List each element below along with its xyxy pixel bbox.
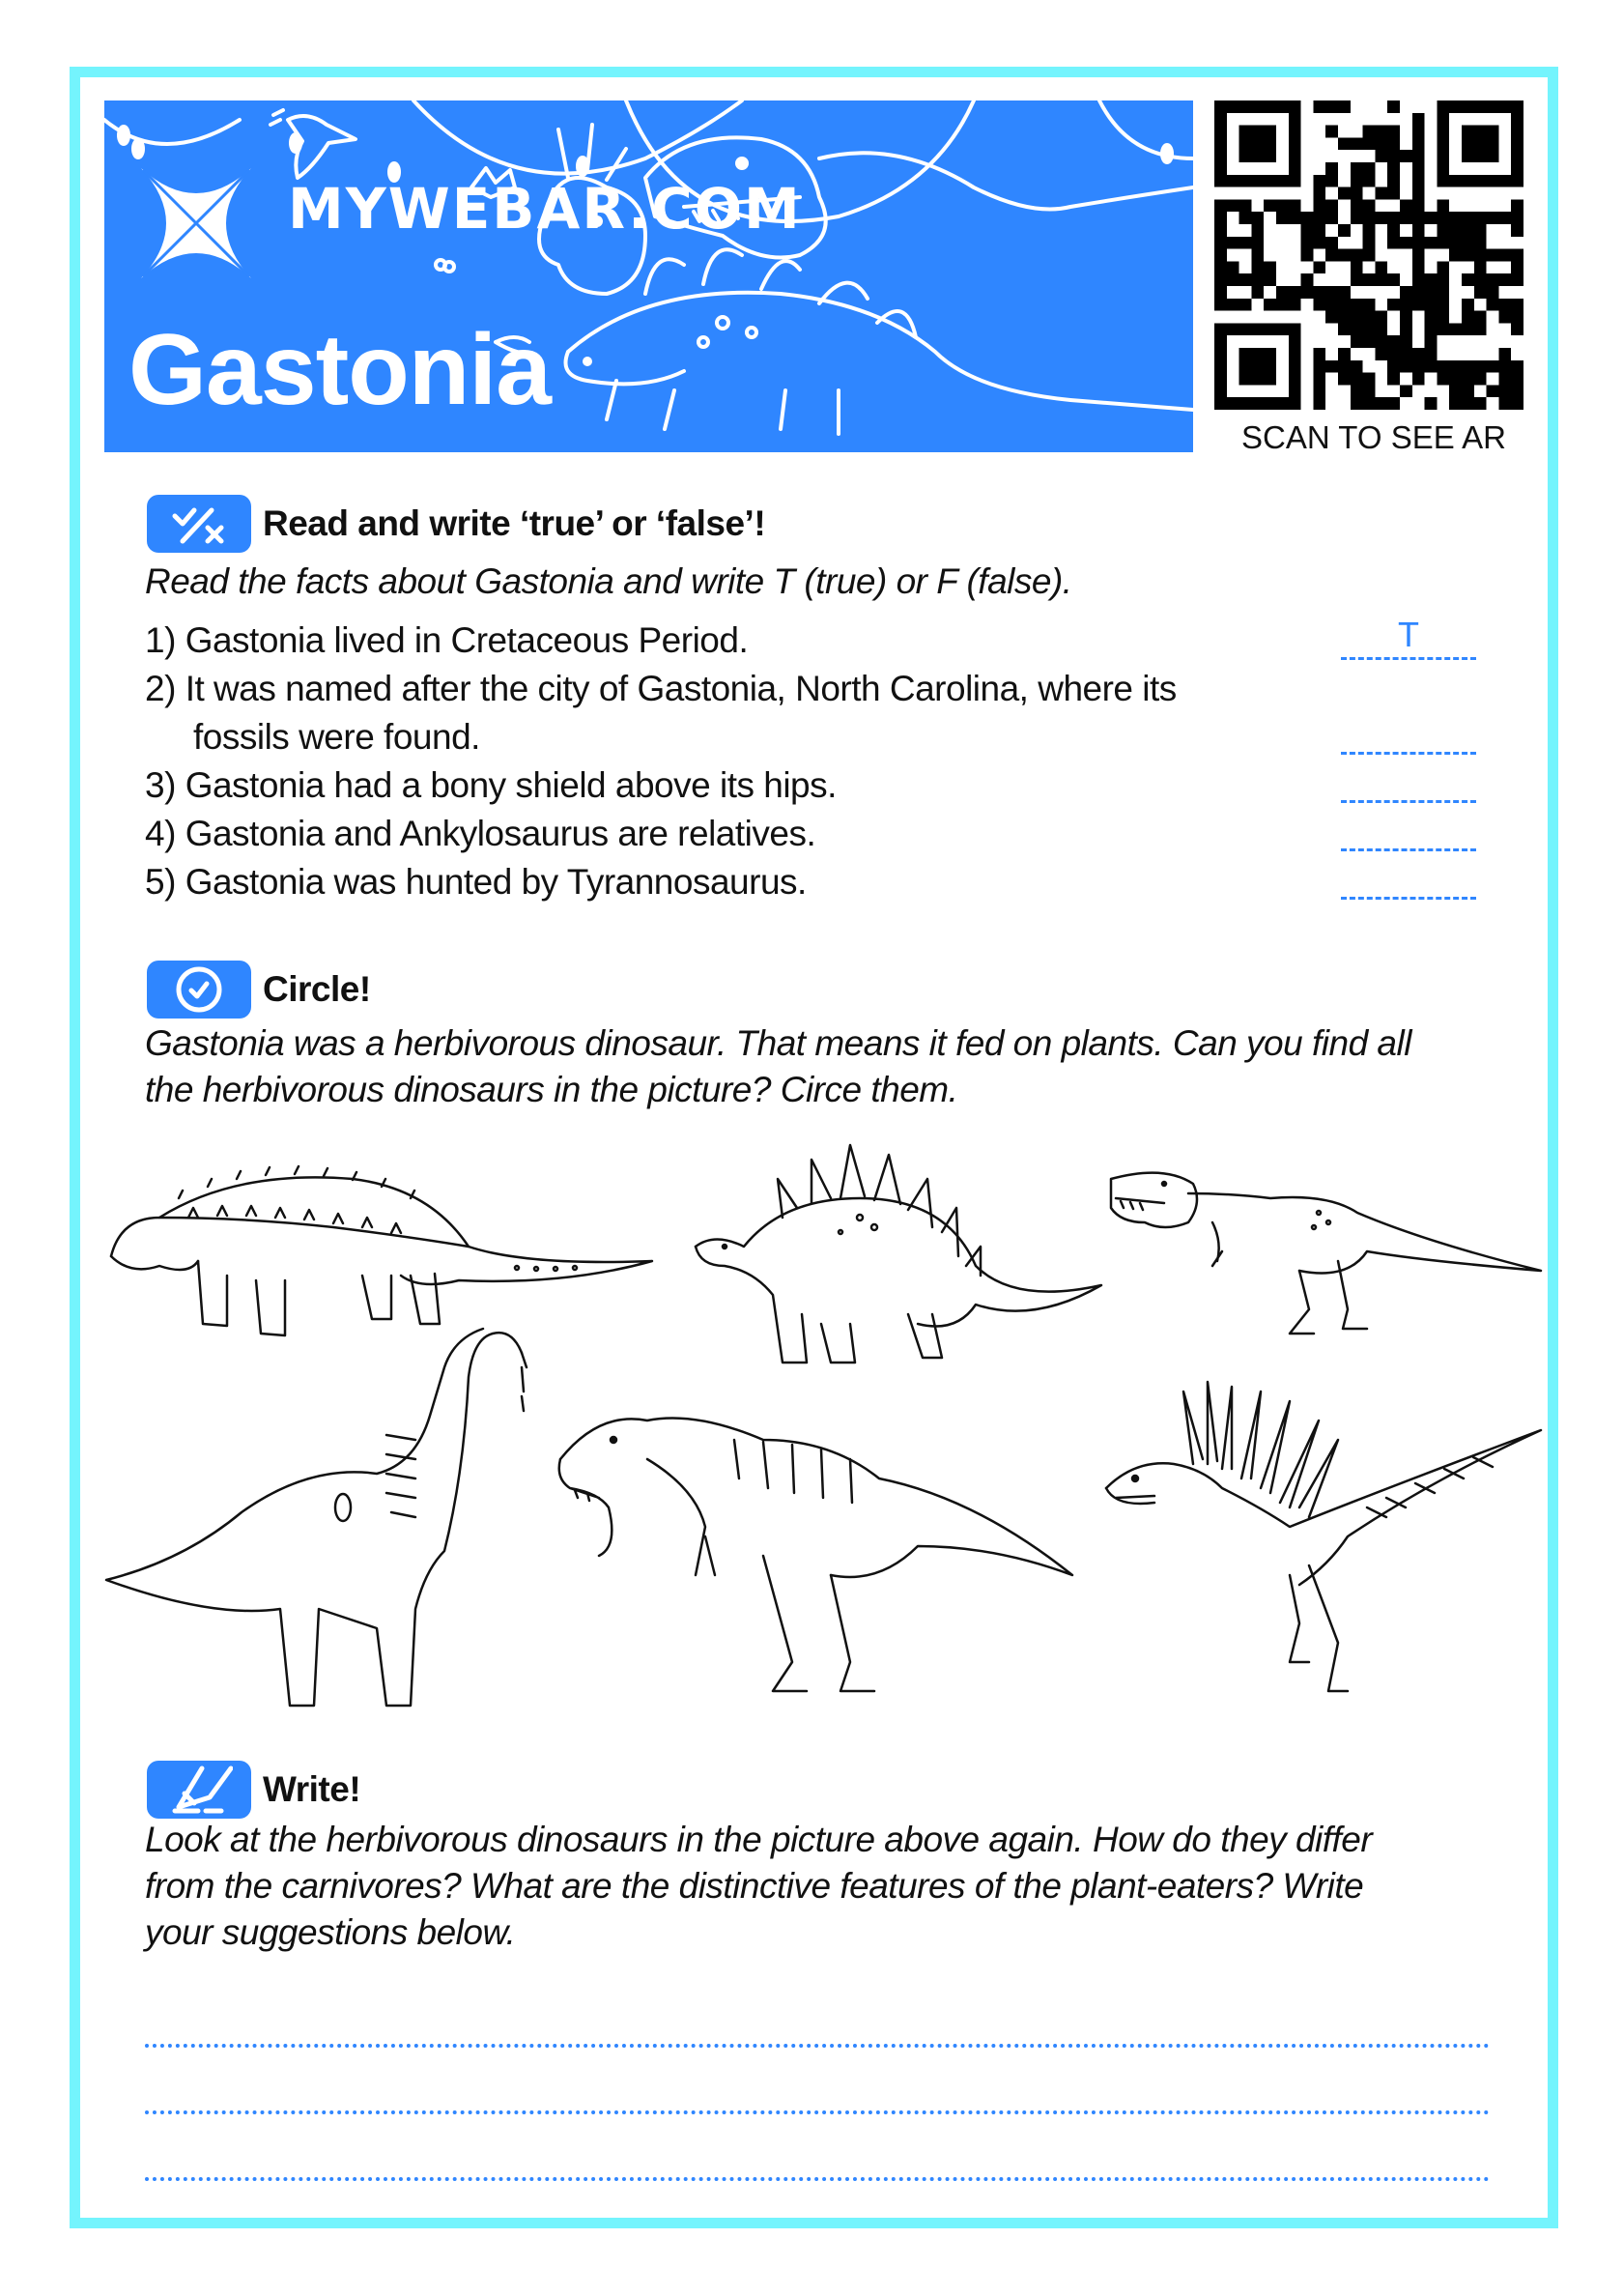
fact-text: Gastonia and Ankylosaurus are relatives.	[185, 814, 816, 853]
answer-line-1[interactable]	[145, 2044, 1490, 2048]
true-false-instruction: Read the facts about Gastonia and write T (true) or F (false).	[145, 561, 1072, 601]
gastonia-icon[interactable]	[101, 1160, 662, 1343]
fact-item-3	[145, 761, 1304, 810]
fact-item-5	[145, 858, 1304, 906]
fact-text: Gastonia had a bony shield above its hips.	[185, 765, 837, 805]
page-title: Gastonia	[128, 314, 551, 426]
fact-number: 5)	[145, 862, 176, 902]
circle-instruction-line-2: the herbivorous dinosaurs in the picture? Circe them.	[145, 1070, 958, 1109]
fact-number: 4)	[145, 814, 176, 853]
fact-item-4	[145, 810, 1304, 858]
answer-field-5[interactable]	[1341, 858, 1476, 900]
fact-text: Gastonia was hunted by Tyrannosaurus.	[185, 862, 807, 902]
archaeopteryx-icon[interactable]	[1096, 1372, 1551, 1720]
circle-instruction-line-1: Gastonia was a herbivorous dinosaur. That means it fed on plants. Can you find all	[145, 1023, 1411, 1063]
qr-code-icon[interactable]	[1214, 100, 1523, 410]
allosaurus-icon[interactable]	[541, 1401, 1082, 1730]
brachiosaurus-icon[interactable]	[97, 1319, 541, 1735]
answer-line-3[interactable]	[145, 2177, 1490, 2181]
pencil-write-icon	[147, 1761, 251, 1819]
true-false-heading	[147, 495, 765, 553]
answer-field-4[interactable]	[1341, 810, 1476, 851]
qr-caption: SCAN TO SEE AR	[1241, 419, 1506, 455]
answer-field-2[interactable]	[1341, 713, 1476, 755]
check-slash-x-icon	[147, 495, 251, 553]
answer-field-1[interactable]	[1341, 615, 1476, 660]
answer-field-3[interactable]	[1341, 761, 1476, 803]
answer-value: T	[1398, 615, 1419, 654]
tyrannosaurus-icon[interactable]	[1106, 1164, 1551, 1338]
fact-number: 1)	[145, 620, 176, 660]
write-instruction-line-2: from the carnivores? What are the distinctive features of the plant-eaters? Write	[145, 1866, 1364, 1906]
write-instruction-line-1: Look at the herbivorous dinosaurs in the picture above again. How do they differ	[145, 1820, 1373, 1859]
qr-code-block[interactable]	[1214, 100, 1533, 456]
fact-number: 3)	[145, 765, 176, 805]
fact-text: Gastonia lived in Cretaceous Period.	[185, 620, 749, 660]
dinosaur-illustrations	[97, 1140, 1546, 1739]
circle-heading	[147, 961, 371, 1019]
brand-lockup	[133, 160, 802, 286]
fact-text-continuation: fossils were found.	[193, 717, 480, 757]
stegosaurus-icon[interactable]	[686, 1140, 1130, 1372]
fact-text: It was named after the city of Gastonia, North Carolina, where its	[185, 669, 1177, 708]
section-title: Write!	[263, 1769, 361, 1809]
write-heading	[147, 1761, 360, 1819]
fact-number: 2)	[145, 669, 176, 708]
fact-item-1	[145, 617, 1304, 665]
circle-check-icon	[147, 961, 251, 1019]
answer-line-2[interactable]	[145, 2110, 1490, 2114]
header-banner	[104, 100, 1193, 452]
brand-name: MYWEBAR.COM	[288, 176, 802, 242]
fact-item-2	[145, 665, 1304, 761]
mywebar-logo-icon	[133, 160, 259, 286]
section-title: Circle!	[263, 969, 371, 1009]
write-instruction-line-3: your suggestions below.	[145, 1912, 516, 1952]
section-title: Read and write ‘true’ or ‘false’!	[263, 503, 766, 543]
